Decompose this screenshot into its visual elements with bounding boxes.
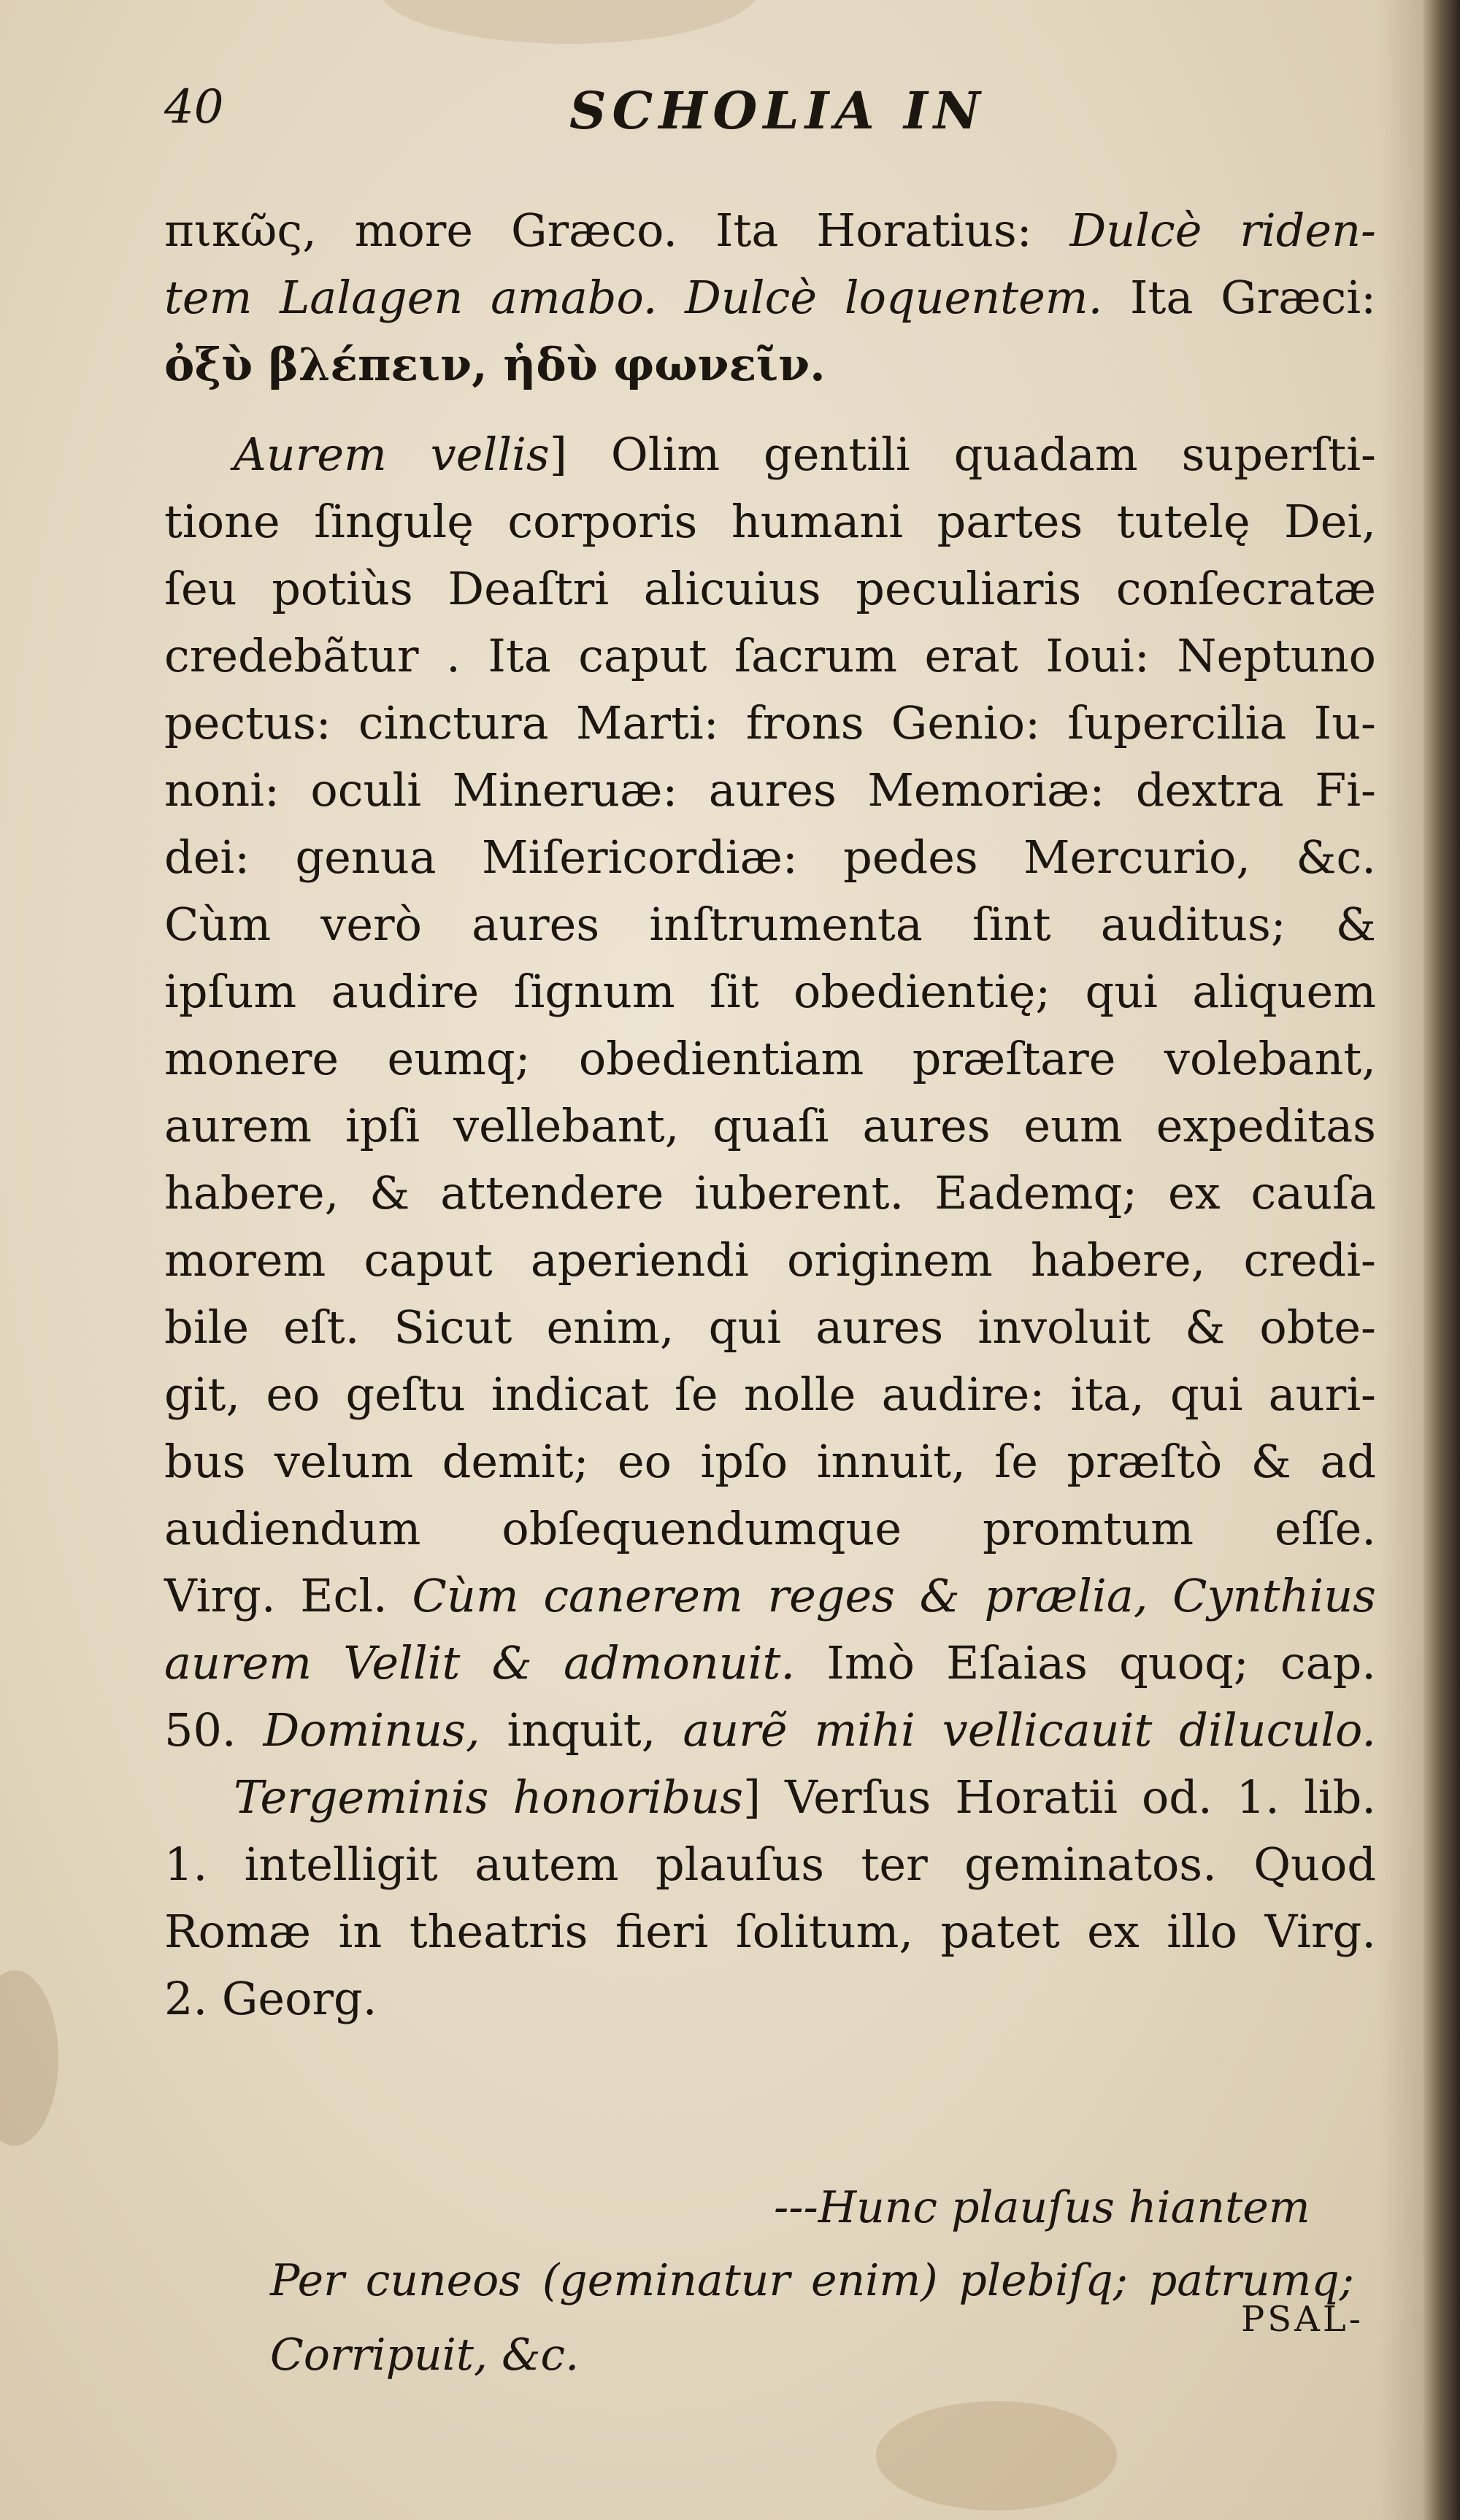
paper-stain [0, 1970, 58, 2146]
text-line: 2. Georg. [164, 1972, 377, 2025]
book-gutter [1424, 0, 1460, 2520]
verse-line: Corripuit, &c. [270, 2330, 580, 2381]
text-line [164, 330, 1376, 400]
text-line: Cùm verò aures inſtrumenta ſint auditus; & [164, 898, 1376, 951]
text-line [164, 1561, 1376, 1631]
text-run: 50. [164, 1703, 264, 1757]
lemma-run: Tergeminis honoribus [234, 1770, 743, 1824]
text-line [164, 1628, 1376, 1698]
text-line: pectus: cinctura Marti: frons Genio: ſupercilia Iu- [164, 696, 1376, 750]
text-line: morem caput aperiendi originem habere, credi- [164, 1233, 1376, 1287]
quotation-run: aurẽ mihi vellicauit diluculo. [683, 1703, 1377, 1757]
text-line: noni: oculi Mineruæ: aures Memoriæ: dextra Fi- [164, 763, 1376, 817]
text-line: audiendum obſequendumque promtum eſſe. [164, 1502, 1376, 1555]
text-run: ] Verſus Horatii od. 1. lib. [742, 1770, 1376, 1824]
page-edge-shadow [1380, 0, 1424, 2520]
text-run: Imò Eſaias quoq; cap. [795, 1636, 1376, 1689]
quotation-run: aurem Vellit & admonuit. [164, 1636, 796, 1689]
text-run: Virg. Ecl. [164, 1569, 412, 1622]
text-line: ipſum audire ſignum ſit obedientię; qui aliquem [164, 965, 1376, 1018]
greek-run: ὀξὺ βλέπειν, ἡδὺ φωνεῖν. [164, 338, 826, 391]
text-line: 1. intelligit autem plauſus ter geminatos. Quod [164, 1838, 1376, 1891]
lemma-run: Aurem vellis [234, 428, 550, 481]
text-line [164, 1695, 1376, 1765]
page-number: 40 [164, 80, 224, 134]
verse-line: Per cuneos (geminatur enim) plebiſq; patrumq; [270, 2255, 1354, 2306]
running-title: SCHOLIA IN [569, 80, 986, 141]
text-line [164, 196, 1376, 266]
running-head [0, 80, 1424, 161]
text-run: πικῶς, more Græco. Ita Horatius: [164, 204, 1070, 257]
text-line: dei: genua Miſericordiæ: pedes Mercurio, &c. [164, 831, 1376, 884]
quotation-run: Dominus, [263, 1703, 480, 1757]
quotation-run: Cùm canerem reges & prælia, Cynthius [412, 1569, 1376, 1622]
text-run: ] Olim gentili quadam superſti- [549, 428, 1376, 481]
paper-stain [876, 2401, 1117, 2511]
paper-stain [380, 0, 759, 44]
verse-line: ---Hunc plauſus hiantem [774, 2182, 1310, 2233]
text-line: habere, & attendere iuberent. Eademq; ex cauſa [164, 1166, 1376, 1219]
text-line: aurem ipſi vellebant, quaſi aures eum expeditas [164, 1099, 1376, 1152]
text-run: Ita Græci: [1102, 271, 1376, 324]
text-line [234, 1762, 1376, 1833]
text-run: inquit, [480, 1703, 683, 1757]
text-line [234, 420, 1376, 490]
text-line: Romæ in theatris fieri ſolitum, patet ex illo Virg. [164, 1905, 1376, 1958]
catchword: PSAL- [1241, 2299, 1364, 2340]
text-line: monere eumq; obedientiam præſtare volebant, [164, 1032, 1376, 1085]
text-line: bus velum demit; eo ipſo innuit, ſe præſtò & ad [164, 1435, 1376, 1488]
text-line: git, eo geſtu indicat ſe nolle audire: ita, qui auri- [164, 1368, 1376, 1421]
italic-run: Dulcè riden- [1069, 204, 1376, 257]
text-line: ſeu potiùs Deaſtri alicuius peculiaris conſecratæ [164, 562, 1376, 615]
text-line [164, 263, 1376, 333]
text-line: credebãtur . Ita caput ſacrum erat Ioui: Neptuno [164, 629, 1376, 682]
italic-run: tem Lalagen amabo. Dulcè loquentem. [164, 271, 1103, 324]
text-line: tione ſingulę corporis humani partes tutelę Dei, [164, 495, 1376, 548]
text-line: bile eſt. Sicut enim, qui aures involuit & obte- [164, 1301, 1376, 1354]
